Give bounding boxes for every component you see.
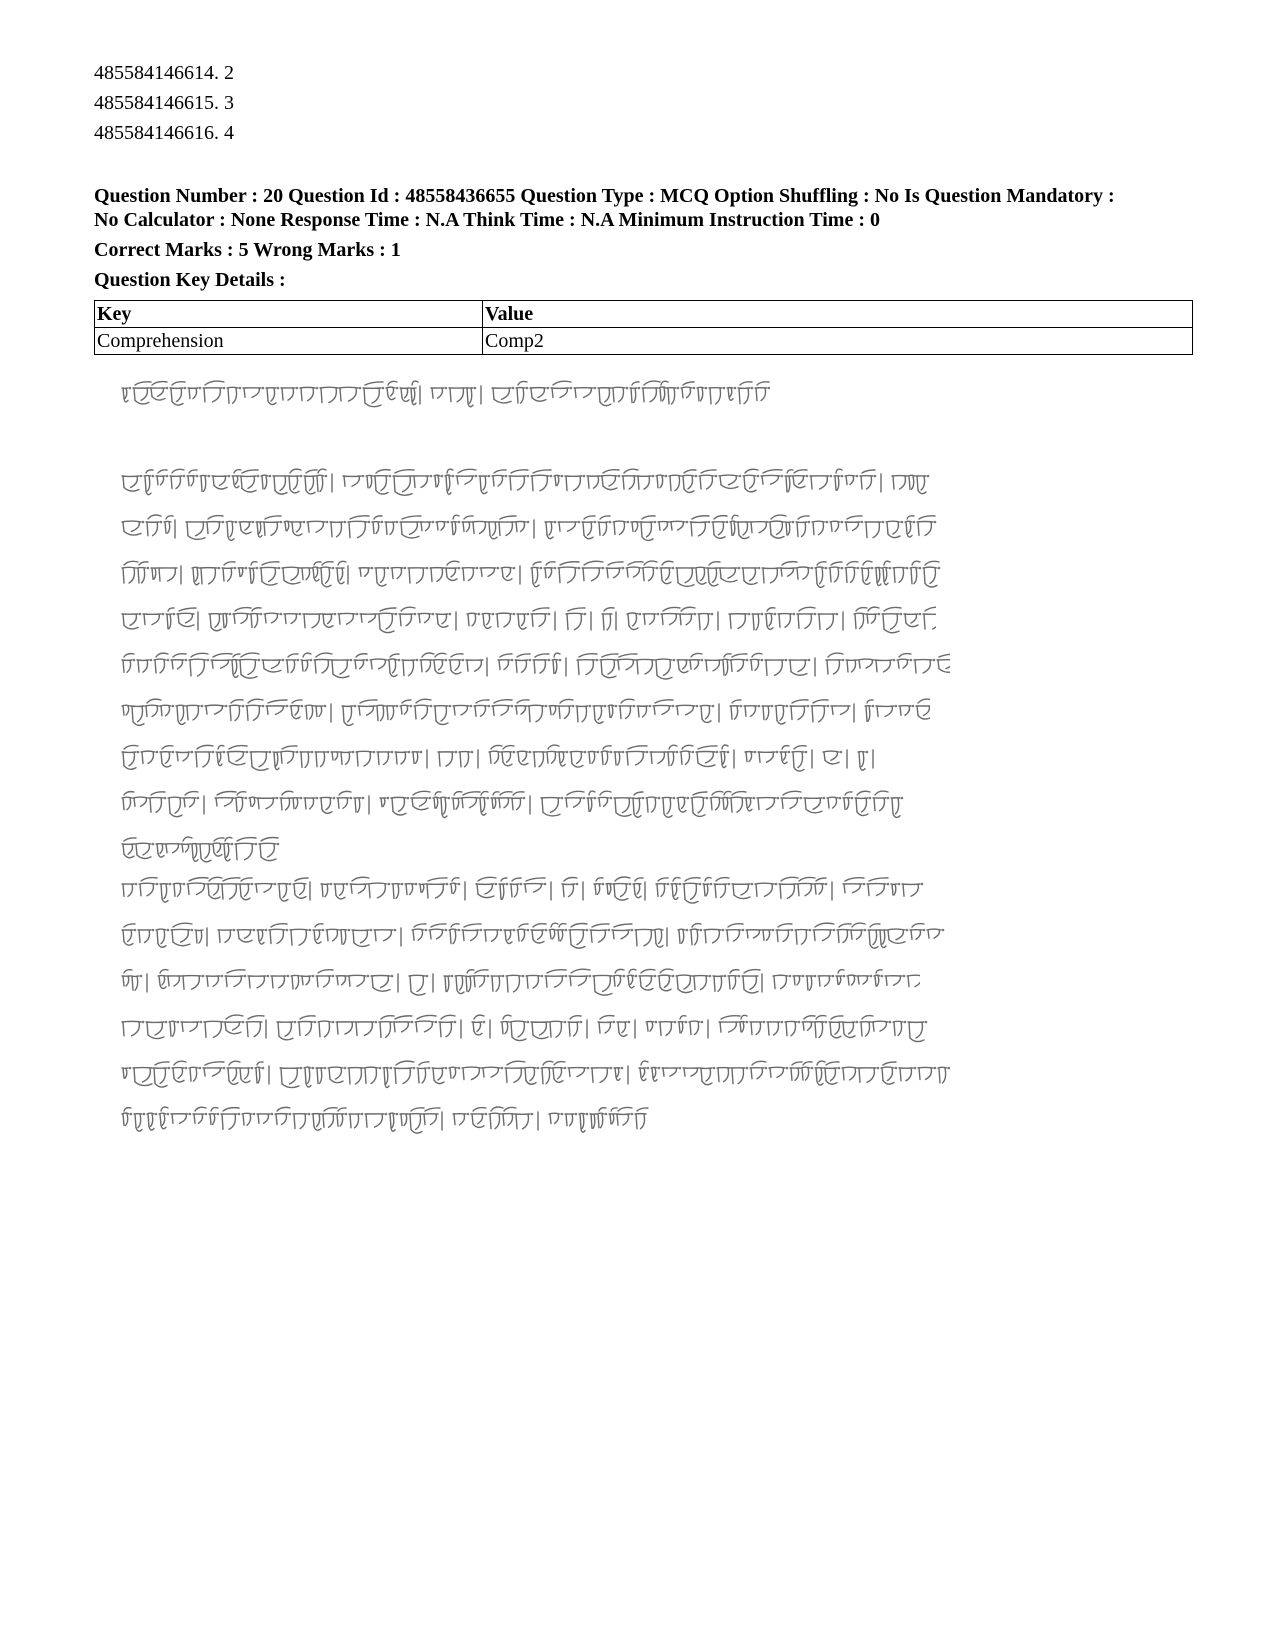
tibetan-text-line [94,460,1094,506]
tibetan-text-line [94,914,1094,960]
option-item: 485584146615. 3 [94,92,234,114]
table-cell-value: Comp2 [483,328,1193,355]
tibetan-text-line [94,1006,1094,1052]
option-item: 485584146614. 2 [94,62,234,84]
key-details-table [94,300,1193,355]
tibetan-text-line [94,598,1094,644]
tibetan-text-line [94,552,1094,598]
tibetan-text-line [94,690,1094,736]
option-item: 485584146616. 4 [94,122,234,144]
table-row [95,328,1193,355]
tibetan-text-line [94,960,1094,1006]
tibetan-text-line [94,736,1094,782]
question-header-line-2: No Calculator : None Response Time : N.A Think Time : N.A Minimum Instruction Time : 0 [94,209,880,231]
tibetan-text-line [94,644,1094,690]
table-cell-key: Comprehension [95,328,483,355]
tibetan-text-line [94,1098,1094,1144]
table-header-key: Key [95,301,483,328]
tibetan-text-line [94,828,1094,868]
table-header-value: Value [483,301,1193,328]
table-header-row [95,301,1193,328]
tibetan-text-line [94,868,1094,914]
question-header-line-1: Question Number : 20 Question Id : 48558436655 Question Type : MCQ Option Shuffling : No Is Question Mandatory : [94,185,1115,207]
marks-line: Correct Marks : 5 Wrong Marks : 1 [94,239,401,261]
tibetan-passage-image [94,372,1094,1144]
option-list [94,58,234,148]
key-details-label: Question Key Details : [94,269,286,291]
question-meta [94,184,1204,292]
tibetan-text-line [94,420,1094,460]
tibetan-text-line [94,782,1094,828]
tibetan-text-line [94,1052,1094,1098]
tibetan-text-line [94,506,1094,552]
tibetan-text-line [94,372,1094,420]
